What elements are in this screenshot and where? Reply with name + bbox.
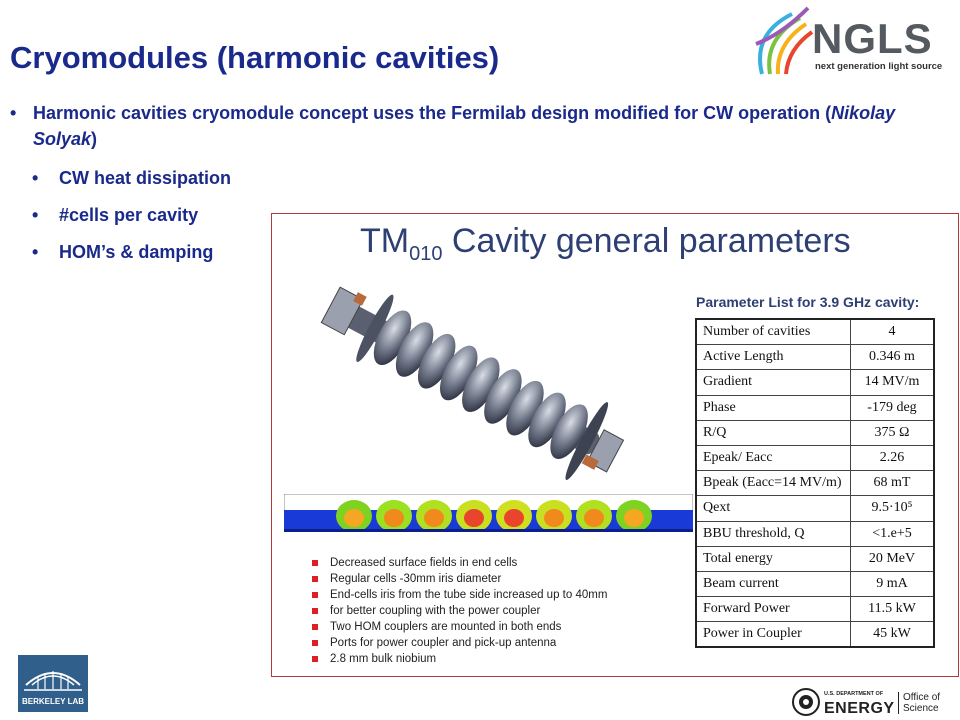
param-label: Qext [696, 496, 851, 521]
table-row [696, 521, 934, 546]
field-map-strip [284, 494, 693, 532]
param-value: 20 MeV [851, 546, 935, 571]
berkeley-lab-building-icon [18, 655, 88, 697]
ngls-tagline: next generation light source [815, 61, 943, 72]
table-row [696, 395, 934, 420]
note-item: Decreased surface fields in end cells [312, 555, 607, 571]
param-label: Forward Power [696, 597, 851, 622]
main-bullet-text [33, 100, 933, 152]
note-item-continuation: for better coupling with the power coupler [312, 603, 607, 619]
note-item: Regular cells -30mm iris diameter [312, 571, 607, 587]
param-label: Beam current [696, 571, 851, 596]
panel-title-mode: 010 [409, 242, 443, 265]
doe-seal-icon [792, 688, 820, 716]
bullet-dot: • [10, 103, 17, 123]
table-row [696, 345, 934, 370]
table-row [696, 319, 934, 345]
bullet-dot: • [32, 242, 39, 262]
office-of-science-label [898, 692, 940, 714]
param-value: <1.e+5 [851, 521, 935, 546]
panel-title-tm: TM [360, 222, 410, 260]
param-label: BBU threshold, Q [696, 521, 851, 546]
berkeley-lab-label: BERKELEY LAB [21, 697, 85, 706]
notes-list [312, 555, 607, 667]
bullet-dot: • [32, 205, 39, 225]
panel-title-rest: Cavity general parameters [442, 222, 851, 260]
param-value: -179 deg [851, 395, 935, 420]
bullet-dot: • [32, 168, 39, 188]
param-value: 9 mA [851, 571, 935, 596]
param-value: 2.26 [851, 445, 935, 470]
table-row [696, 622, 934, 648]
note-item: Ports for power coupler and pick-up antenna [312, 635, 607, 651]
office-line1: Office of [903, 692, 941, 703]
main-bullet-pre: Harmonic cavities cryomodule concept uses the Fermilab design modified for CW operation ( [33, 103, 832, 123]
sub-bullet-text: CW heat dissipation [59, 168, 232, 188]
param-value: 0.346 m [851, 345, 935, 370]
table-row [696, 597, 934, 622]
note-item: Two HOM couplers are mounted in both ends [312, 619, 607, 635]
slide-title: Cryomodules (harmonic cavities) [10, 40, 500, 75]
param-value: 9.5·10⁵ [851, 496, 935, 521]
table-row [696, 496, 934, 521]
param-label: Epeak/ Eacc [696, 445, 851, 470]
param-label: Bpeak (Eacc=14 MV/m) [696, 471, 851, 496]
table-row [696, 471, 934, 496]
sub-bullet-text: #cells per cavity [59, 205, 199, 225]
param-label: Power in Coupler [696, 622, 851, 648]
note-item: End-cells iris from the tube side increased up to 40mm [312, 587, 607, 603]
param-label: Total energy [696, 546, 851, 571]
parameter-list-title: Parameter List for 3.9 GHz cavity: [696, 294, 920, 310]
table-row [696, 546, 934, 571]
param-label: Phase [696, 395, 851, 420]
cavity-parameters-panel [271, 213, 959, 677]
main-bullet-post: ) [91, 129, 98, 149]
table-row [696, 420, 934, 445]
param-label: Active Length [696, 345, 851, 370]
doe-energy-label: ENERGY [824, 700, 895, 717]
param-value: 14 MV/m [851, 370, 935, 395]
cavity-illustration [312, 280, 632, 480]
param-value: 375 Ω [851, 420, 935, 445]
param-value: 11.5 kW [851, 597, 935, 622]
param-label: R/Q [696, 420, 851, 445]
panel-title [360, 222, 851, 266]
note-item: 2.8 mm bulk niobium [312, 651, 607, 667]
table-row [696, 445, 934, 470]
sub-bullet-text: HOM’s & damping [59, 242, 214, 262]
table-row [696, 370, 934, 395]
param-label: Number of cavities [696, 319, 851, 345]
doe-department-label: U.S. DEPARTMENT OF [824, 691, 884, 697]
ngls-logo-text: NGLS [812, 15, 933, 62]
office-line2: Science [903, 703, 939, 714]
param-value: 68 mT [851, 471, 935, 496]
berkeley-lab-logo [18, 655, 88, 712]
main-bullet-author: Nikolay Solyak [33, 103, 896, 149]
param-value: 4 [851, 319, 935, 345]
param-value: 45 kW [851, 622, 935, 648]
parameter-table [695, 318, 935, 648]
table-row [696, 571, 934, 596]
param-label: Gradient [696, 370, 851, 395]
